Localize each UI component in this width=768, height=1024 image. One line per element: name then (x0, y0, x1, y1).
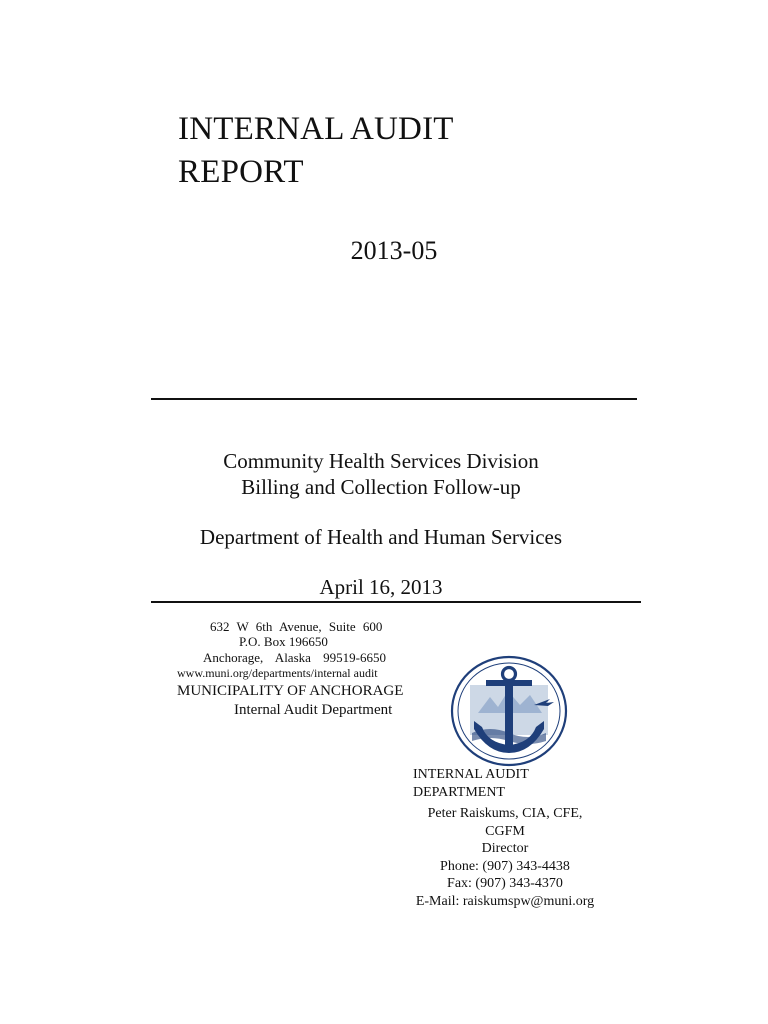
department-name: Department of Health and Human Services (199, 525, 563, 549)
contact-department (413, 766, 563, 801)
phone-number: Phone: (907) 343-4438 (440, 858, 570, 874)
report-number: 2013-05 (350, 236, 438, 265)
address-po-box: P.O. Box 196650 (239, 634, 328, 649)
address-city: Anchorage, Alaska 99519-6650 (203, 650, 386, 665)
contact-department-line-1: INTERNAL AUDIT (413, 767, 529, 782)
report-title-line-2: REPORT (178, 154, 304, 190)
address-street: 632 W 6th Avenue, Suite 600 (210, 619, 383, 634)
report-title (178, 108, 454, 194)
report-title-line-1: INTERNAL AUDIT (178, 111, 454, 147)
department-label: Internal Audit Department (234, 702, 393, 718)
division-block (150, 448, 612, 500)
director-name-line-2: CGFM (485, 823, 525, 839)
fax-number: Fax: (907) 343-4370 (447, 876, 563, 891)
top-divider (151, 398, 637, 400)
division-name: Community Health Services Division (223, 449, 539, 473)
director-name-line-1: Peter Raiskums, CIA, CFE, (427, 806, 583, 821)
bottom-divider (151, 601, 641, 603)
audit-subject: Billing and Collection Follow-up (241, 475, 521, 499)
contact-department-line-2: DEPARTMENT (413, 784, 505, 800)
municipality-name: MUNICIPALITY OF ANCHORAGE (177, 683, 404, 699)
contact-block (410, 805, 600, 910)
website-link[interactable]: www.muni.org/departments/internal audit (177, 666, 378, 680)
anchorage-seal-icon (450, 655, 568, 767)
director-role: Director (481, 841, 529, 856)
report-date: April 16, 2013 (319, 575, 443, 599)
email-address[interactable]: E-Mail: raiskumspw@muni.org (415, 893, 595, 909)
